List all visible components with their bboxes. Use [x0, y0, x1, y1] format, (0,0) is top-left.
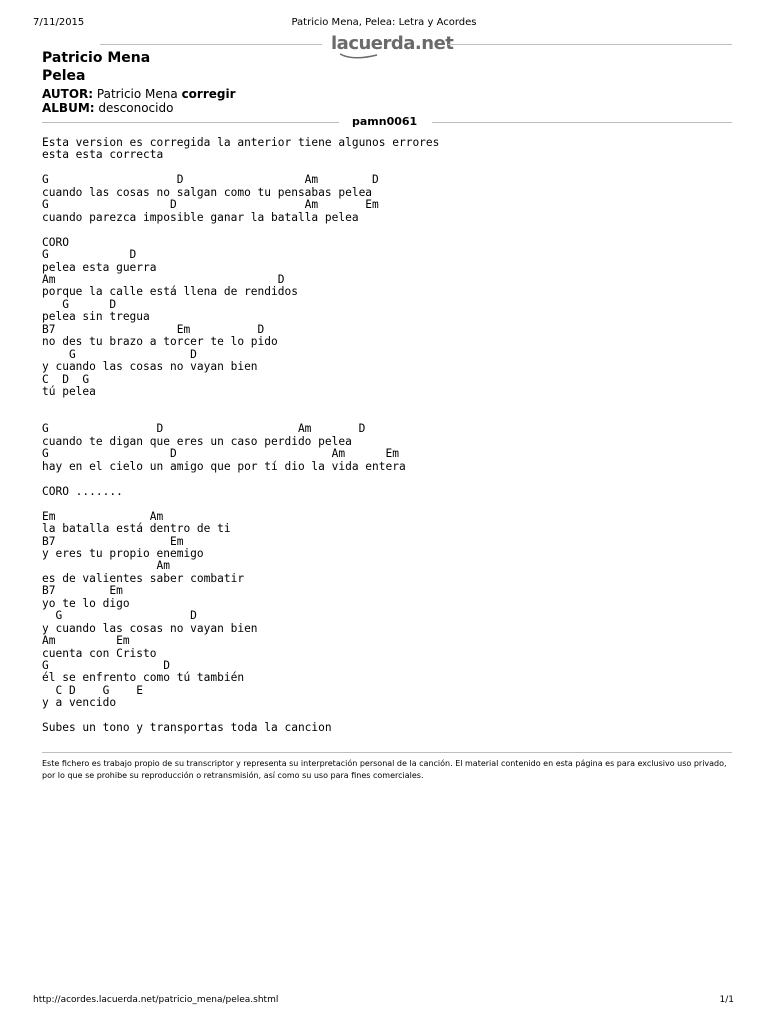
corregir-link[interactable]: corregir	[181, 87, 236, 101]
logo-text: lacuerda.net	[331, 33, 454, 54]
lyric-line: C D G E	[42, 683, 144, 697]
lyric-line: B7 Em	[42, 534, 184, 548]
print-page-number: 1/1	[719, 995, 734, 1005]
song-artist: Patricio Mena	[42, 50, 151, 66]
album-value: desconocido	[98, 101, 174, 115]
lyric-line: G D Am Em	[42, 198, 379, 212]
autor-value: Patricio Mena	[96, 87, 178, 101]
lyric-line: Am	[42, 559, 170, 573]
lyric-line	[42, 473, 439, 485]
transcriber-divider-left	[42, 122, 339, 123]
lyric-line: CORO	[42, 235, 69, 249]
lacuerda-logo[interactable]	[331, 33, 454, 59]
lyric-line: esta esta correcta	[42, 148, 164, 162]
lyric-line: Em Am	[42, 509, 164, 523]
lyric-line: G D	[42, 297, 117, 311]
lyrics-and-chords	[42, 137, 439, 735]
lyric-line: porque la calle está llena de rendidos	[42, 285, 298, 299]
transcriber-divider-right	[432, 122, 732, 123]
lyric-line: CORO .......	[42, 484, 123, 498]
top-divider-right	[448, 44, 732, 45]
lyric-line: G D	[42, 659, 170, 673]
lyric-line: cuenta con Cristo	[42, 646, 157, 660]
lyric-line: y cuando las cosas no vayan bien	[42, 621, 258, 635]
lyric-line: cuando parezca imposible ganar la batalla pelea	[42, 210, 359, 224]
lyric-line: C D G	[42, 372, 90, 386]
lyric-line: cuando las cosas no salgan como tu pensabas pelea	[42, 185, 373, 199]
lyric-line: B7 Em	[42, 584, 123, 598]
disclaimer-text: Este fichero es trabajo propio de su transcriptor y representa su interpretación personal de la canción. El material contenido en esta página es para exclusivo uso privado, por lo que se prohibe su reproducción o retransmisión, así como su uso para fines comerciales.	[42, 759, 727, 780]
lyric-line: pelea sin tregua	[42, 310, 150, 324]
lyric-line: y eres tu propio enemigo	[42, 546, 204, 560]
lyric-line: G D	[42, 248, 137, 262]
lyric-line: Subes un tono y transportas toda la cancion	[42, 721, 332, 735]
lyric-line: Esta version es corregida la anterior tiene algunos errores	[42, 136, 440, 149]
lyric-line: yo te lo digo	[42, 596, 130, 610]
lyric-line: él se enfrento como tú también	[42, 671, 245, 685]
lyric-line: no des tu brazo a torcer te lo pido	[42, 335, 278, 349]
lyric-line: B7 Em D	[42, 322, 265, 336]
lyric-line: G D	[42, 609, 197, 623]
lyric-line: y cuando las cosas no vayan bien	[42, 360, 258, 374]
album-row	[42, 101, 173, 115]
lyric-line	[42, 399, 439, 411]
song-title: Pelea	[42, 68, 86, 84]
lyric-line: pelea esta guerra	[42, 260, 157, 274]
lyric-line: hay en el cielo un amigo que por tí dio la vida entera	[42, 459, 406, 473]
lyric-line	[42, 224, 439, 236]
print-url: http://acordes.lacuerda.net/patricio_mena/pelea.shtml	[33, 995, 279, 1005]
album-label: ALBUM:	[42, 101, 95, 115]
print-page-title: Patricio Mena, Pelea: Letra y Acordes	[291, 17, 477, 28]
lyric-line: G D	[42, 347, 197, 361]
autor-label: AUTOR:	[42, 87, 94, 101]
lyric-line: G D Am D	[42, 173, 379, 187]
lyric-line: G D Am Em	[42, 447, 399, 461]
lyric-line: y a vencido	[42, 696, 117, 710]
lyric-line: Am Em	[42, 634, 130, 648]
lyric-line: es de valientes saber combatir	[42, 571, 245, 585]
lyric-line: tú pelea	[42, 385, 96, 399]
autor-row	[42, 87, 236, 101]
lyric-line	[42, 498, 439, 510]
lyric-line: Am D	[42, 272, 285, 286]
top-divider-left	[100, 44, 322, 45]
lyric-line: la batalla está dentro de ti	[42, 522, 231, 536]
bottom-divider	[42, 752, 732, 753]
print-date: 7/11/2015	[33, 17, 85, 28]
transcriber-name: pamn0061	[352, 115, 418, 128]
logo-swoosh-icon	[339, 52, 379, 60]
lyric-line: G D Am D	[42, 422, 366, 436]
lyric-line: cuando te digan que eres un caso perdido pelea	[42, 434, 352, 448]
